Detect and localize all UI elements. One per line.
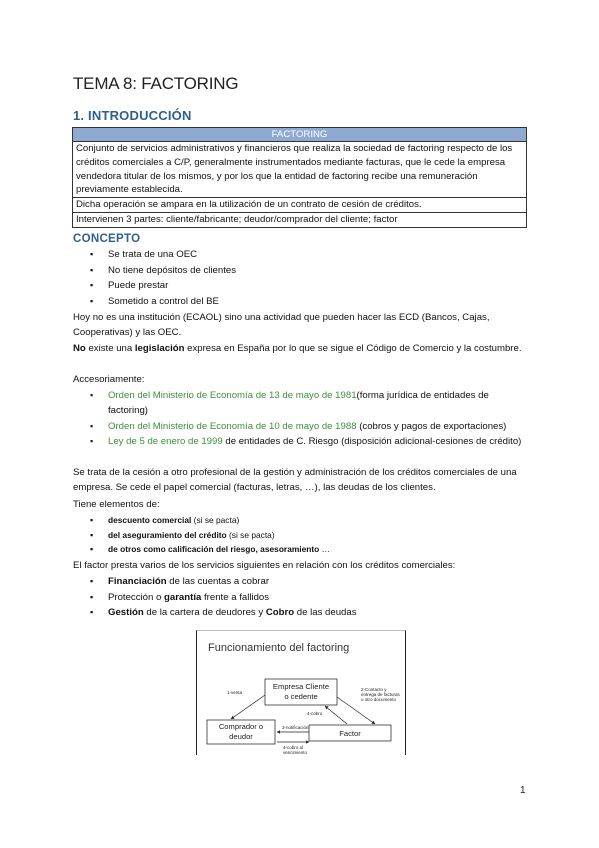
factoring-diagram <box>196 630 406 755</box>
list-item: ▪ Puede prestar <box>90 278 236 294</box>
paragraph-cesion: Se trata de la cesión a otro profesional de la gestión y administración de los créditos comerciales de una empresa. Se cede el papel comercial (facturas, letras, …), las deudas de los clientes. <box>73 467 517 494</box>
legal-reference-link[interactable]: Orden del Ministerio de Economía de 13 de mayo de 1981 <box>108 390 357 401</box>
definition-row-1: Conjunto de servicios administrativos y financieros que realiza la sociedad de factoring respecto de los créditos comerciales a C/P, generalmente instrumentados mediante facturas, que le cede la empresa vendedora titular de los mismos, y por los que la entidad de factoring recibe una remuneración previamente establecida. <box>73 142 526 198</box>
list-item <box>90 542 330 557</box>
text: (forma jurídica de entidades de factoring) <box>108 390 489 417</box>
label-venta: 1-venta <box>227 690 243 695</box>
bold-text: No <box>73 343 86 354</box>
servicios-label: El factor presta varios de los servicios siguientes en relación con los créditos comerciales: <box>73 560 456 571</box>
list-item: ▪ Se trata de una OEC <box>90 247 236 263</box>
arrow-cobro-factor <box>325 706 347 724</box>
definition-table <box>72 127 527 228</box>
text: de las cuentas a cobrar <box>166 576 270 587</box>
node-label: Factor <box>339 729 361 738</box>
label-notificacion: 3-notificación <box>282 725 309 730</box>
label-cobro-vencimiento: 4-cobro al <box>283 745 304 750</box>
bold-text: Cobro <box>265 607 295 618</box>
list-item <box>90 388 530 419</box>
definition-row-3: Intervienen 3 partes: cliente/fabricante; deudor/comprador del cliente; factor <box>76 213 398 225</box>
section-heading: 1. INTRODUCCIÓN <box>73 108 192 123</box>
bold-text: de otros como calificación del riesgo, asesoramiento <box>108 544 320 554</box>
elementos-list <box>90 513 330 557</box>
arrow-venta <box>231 695 265 719</box>
text: (si se pacta) <box>191 515 240 525</box>
list-item <box>90 528 330 543</box>
list-item <box>90 574 357 590</box>
text: existe una <box>85 343 135 354</box>
servicios-list <box>90 574 357 621</box>
concepto-list <box>90 247 236 309</box>
label-contacto: entrega de facturas <box>361 692 400 697</box>
diagram-svg <box>197 631 407 756</box>
node-label: Comprador o <box>218 722 264 731</box>
text: … <box>319 544 331 554</box>
list-item <box>90 605 357 621</box>
bold-text: garantía <box>164 591 202 603</box>
bold-text: del aseguramiento del crédito <box>108 529 227 540</box>
label-cobro-vencimiento: vencimiento <box>283 750 308 755</box>
text: frente a fallidos <box>201 591 270 603</box>
bold-text: Gestión <box>108 607 144 618</box>
concepto-heading: CONCEPTO <box>73 233 141 245</box>
list-item <box>90 419 530 434</box>
list-item: ▪ Sometido a control del BE <box>90 294 236 310</box>
list-item <box>90 513 330 528</box>
node-label: deudor <box>229 732 253 741</box>
definition-row-2: Dicha operación se ampara en la utilización de un contrato de cesión de créditos. <box>73 198 526 213</box>
text: de entidades de C. Riesgo (disposición adicional-cesiones de crédito) <box>222 436 522 448</box>
text: de las deudas <box>294 607 357 618</box>
page-title: TEMA 8: FACTORING <box>73 74 239 93</box>
page-number: 1 <box>520 785 526 796</box>
text: de la cartera de deudores y <box>143 607 266 618</box>
text: (cobros y pagos de exportaciones) <box>356 420 507 432</box>
label-cobro-factor: 4-cobro <box>307 711 323 716</box>
text: (si se pacta) <box>226 529 275 540</box>
paragraph-institucion: Hoy no es una institución (ECAOL) sino una actividad que pueden hacer las ECD (Bancos, Cajas, Cooperativas) y las OEC. <box>73 312 490 339</box>
elementos-label: Tiene elementos de: <box>73 499 160 510</box>
list-item <box>90 434 530 449</box>
legal-reference-link[interactable]: Orden del Ministerio de Economía de 10 de mayo de 1988 <box>108 420 357 432</box>
diagram-title: Funcionamiento del factoring <box>208 642 350 654</box>
bold-text: descuento comercial <box>108 515 192 525</box>
legal-reference-link[interactable]: Ley de 5 de enero de 1999 <box>108 436 223 448</box>
paragraph-legislacion <box>73 341 529 356</box>
text: expresa en España por lo que se sigue el Código de Comercio y la costumbre. <box>184 343 522 354</box>
label-contacto: 2-Contacto y <box>361 687 387 692</box>
list-item <box>90 590 357 606</box>
normativa-list <box>90 388 530 450</box>
bold-text: legislación <box>134 343 185 354</box>
bold-text: Financiación <box>108 576 167 587</box>
node-label: o cedente <box>284 692 318 701</box>
text: Protección o <box>108 591 164 603</box>
accesoriamente-label: Accesoriamente: <box>73 374 145 385</box>
label-contacto: u otro documento <box>361 697 397 702</box>
definition-table-header: FACTORING <box>73 128 526 142</box>
node-label: Empresa Cliente <box>272 682 330 691</box>
list-item: ▪ No tiene depósitos de clientes <box>90 263 236 279</box>
